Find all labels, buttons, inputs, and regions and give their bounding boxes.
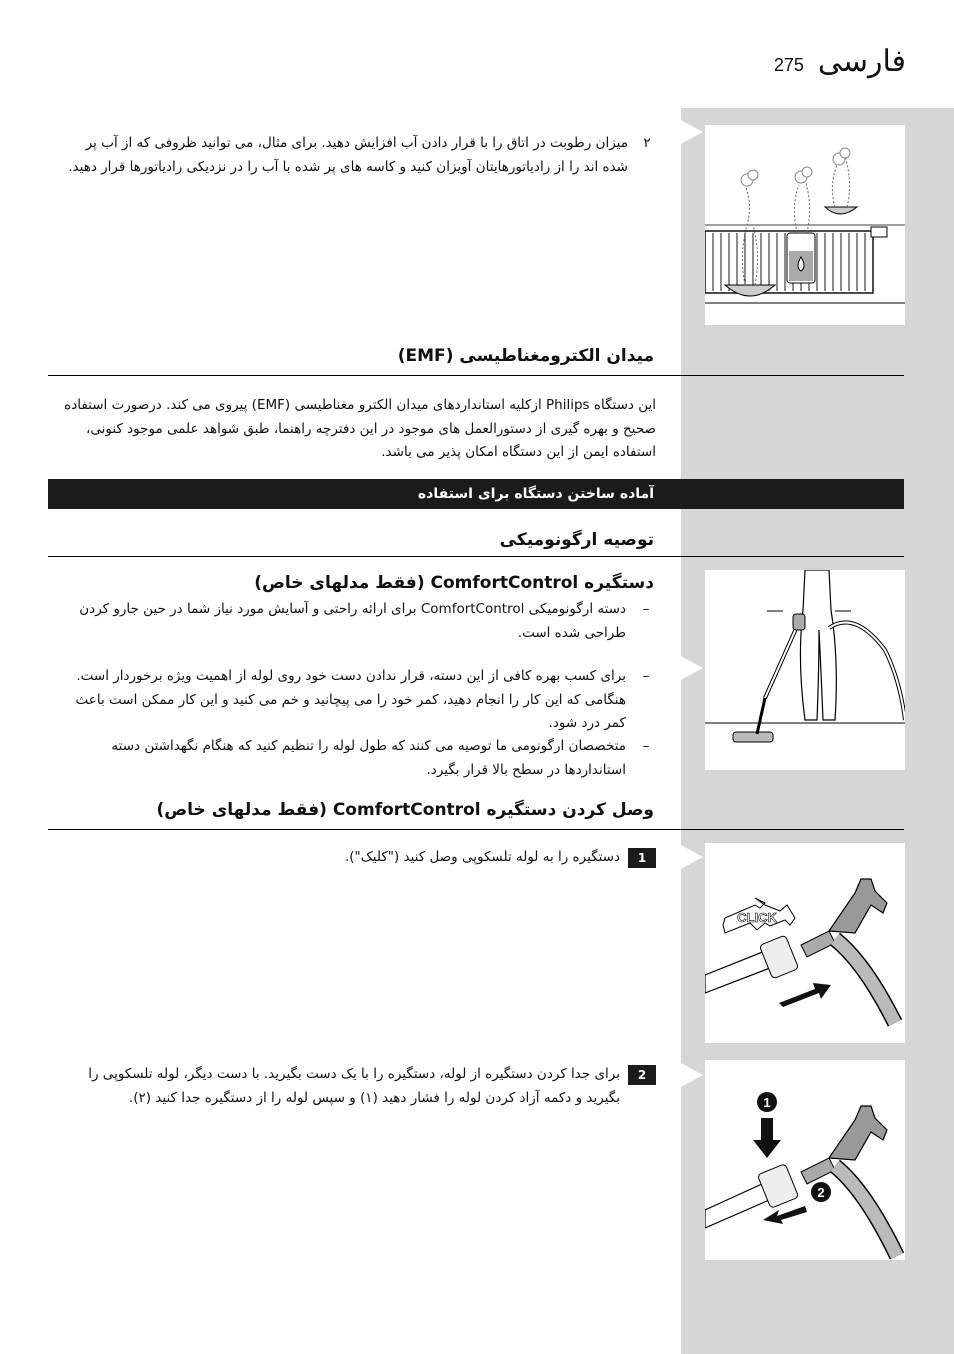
arrow-down-icon: [753, 1118, 781, 1158]
radiator-illustration: [705, 125, 905, 325]
bullet-text: متخصصان ارگونومی ما توصیه می کنند که طول لوله را تنظیم کنید که هنگام نگهداشتن دسته استانداردها در سطح بالا قرار بگیرد.: [111, 738, 626, 778]
click-label: CLICK: [737, 910, 777, 925]
language-title: فارسی: [817, 44, 906, 79]
marker-1: 1: [763, 1095, 771, 1110]
bullet-item: [52, 598, 656, 645]
section-banner: آماده ساختن دستگاه برای استفاده: [48, 479, 904, 509]
step-item: [64, 846, 656, 870]
step-text: برای جدا کردن دستگیره از لوله، دستگیره را با یک دست بگیرید. با دست دیگر، لوله تلسکوپی را بگیرید و دکمه آزاد کردن لوله را فشار دهید (۱) و سپس لوله را از دستگیره جدا کنید (۲).: [88, 1066, 620, 1106]
sidebar-notch: [681, 120, 703, 144]
radiator-with-water-bowls-icon: [705, 125, 905, 325]
attach-heading: وصل کردن دستگیره ComfortControl (فقط مدلهای خاص): [156, 800, 654, 820]
divider: [48, 829, 904, 830]
attach-illustration: [705, 843, 905, 1043]
bullet-dash: –: [642, 668, 650, 684]
step-text: دستگیره را به لوله تلسکوپی وصل کنید ("کلیک").: [344, 849, 620, 865]
person-vacuuming-icon: [705, 570, 905, 770]
bullet-dash: –: [642, 601, 650, 617]
tip-number: ۲: [643, 135, 651, 151]
divider: [48, 375, 904, 376]
detach-illustration: [705, 1060, 905, 1260]
sidebar-notch: [681, 845, 703, 869]
bullet-dash: –: [642, 738, 650, 754]
emf-text: این دستگاه Philips ازکلیه استانداردهای میدان الکترو مغناطیسی (EMF) پیروی می کند. درصورت استفاده صحیح و بهره گیری از دستورالعمل های موجود در این دفترچه راهنما، طبق شواهد علمی موجود کنونی، استفاده ایمن از این دستگاه امکان پذیر می باشد.: [64, 397, 656, 460]
bullet-item: [52, 735, 656, 782]
vacuum-illustration: [705, 570, 905, 770]
step-item: [52, 1063, 656, 1110]
arrow-left-icon: [763, 1206, 807, 1224]
marker-2: 2: [817, 1185, 825, 1200]
bullet-text: دسته ارگونومیکی ComfortControl برای ارائه راحتی و آسایش مورد نیاز شما در حین جارو کردن طراحی شده است.: [79, 601, 626, 641]
handle-detach-icon: [705, 1060, 905, 1260]
bullet-item: [52, 665, 656, 736]
divider: [48, 556, 904, 557]
comfortcontrol-heading: دستگیره ComfortControl (فقط مدلهای خاص): [254, 573, 654, 593]
page-number: 275: [773, 55, 804, 75]
ergonomic-heading: توصیه ارگونومیکی: [499, 530, 654, 550]
bullet-text: برای کسب بهره کافی از این دسته، قرار ندادن دست خود روی لوله از اهمیت ویژه برخوردار است. هنگامی که این کار را انجام دهید، کمر خود را می پیچانید و خم می کنید و این کار ممکن است باعث کمر درد شود.: [75, 668, 626, 731]
handle-attach-icon: [705, 843, 905, 1043]
step-number: 1: [628, 848, 656, 868]
humidity-tip: [64, 132, 656, 179]
sidebar-notch: [681, 656, 703, 680]
sidebar-notch: [681, 1063, 703, 1087]
page-header: [774, 44, 906, 79]
step-number: 2: [628, 1065, 656, 1085]
emf-heading: میدان الکترومغناطیسی (EMF): [397, 346, 654, 366]
tip-text: میزان رطوبت در اتاق را با قرار دادن آب افزایش دهید. برای مثال، می توانید ظروفی که از آب پر شده اند را از رادیاتورهایتان آویزان کنید و کاسه های پر شده با آب را در نزدیکی رادیاتورها قرار دهید.: [68, 135, 628, 175]
